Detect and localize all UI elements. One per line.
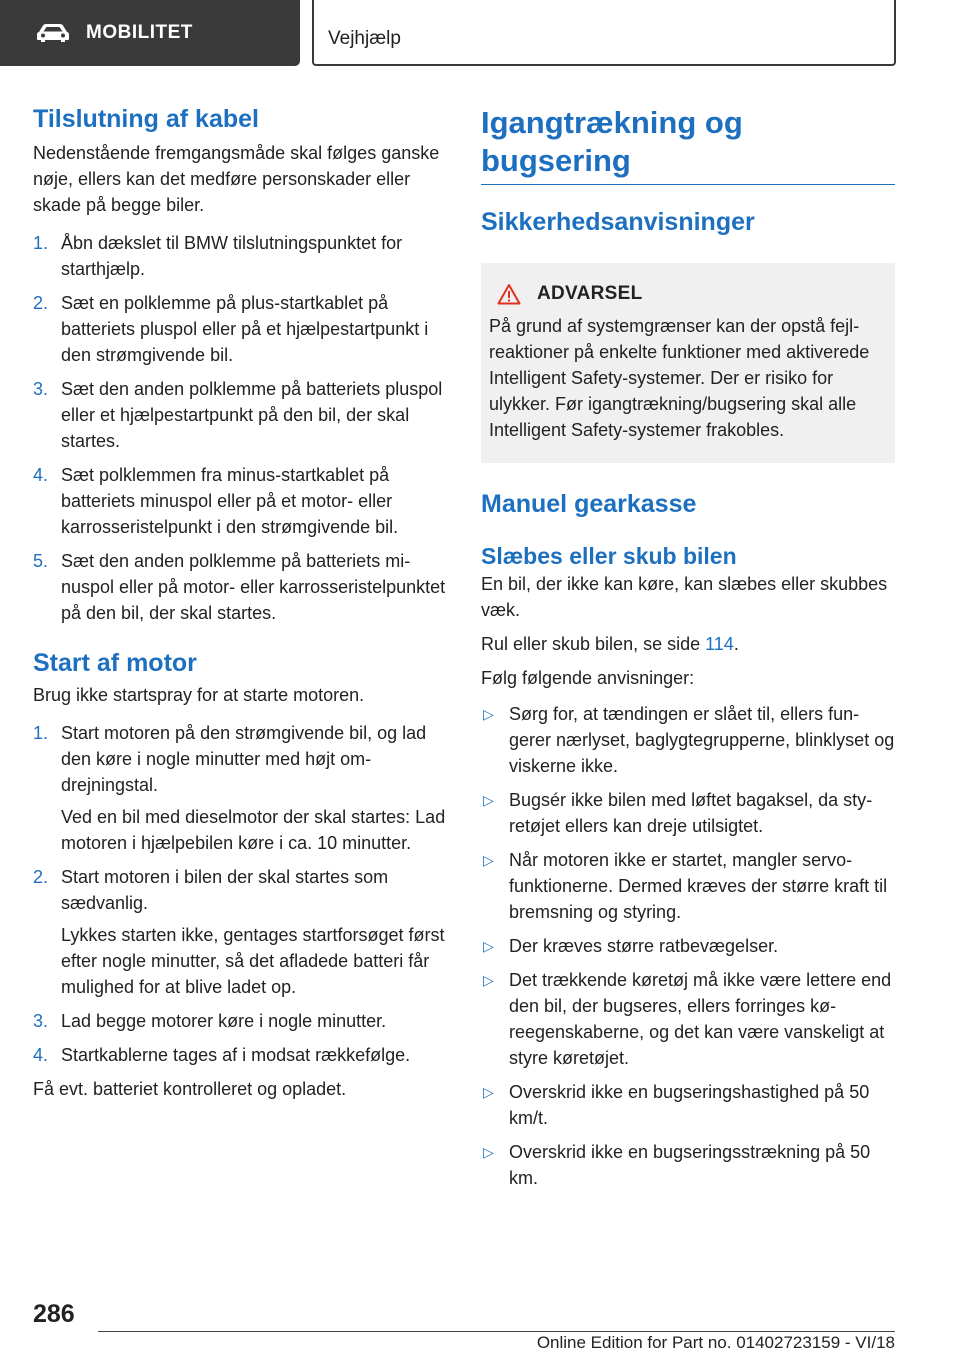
list-item: 4. Sæt polklemmen fra minus-startkablet på batteriets minuspol eller på et motor- eller karrosseristelpunkt i den strømgivende bil.: [33, 465, 399, 537]
cable-steps: [33, 230, 447, 626]
warning-triangle-icon: [497, 283, 521, 305]
paragraph-tow-2: Rul eller skub bilen, se side 114.: [481, 634, 739, 654]
paragraph-final: Få evt. batteriet kontrolleret og opladet.: [33, 1079, 347, 1099]
heading-tow: Slæbes eller skub bilen: [481, 543, 737, 569]
paragraph-cable: Nedenstående fremgangsmåde skal følges ganske nøje, ellers kan det medføre personskader eller skade på begge biler.: [33, 143, 440, 215]
list-item: 3. Sæt den anden polklemme på batteriets pluspol eller et hjælpestartpunkt på den bil, der skal startes.: [33, 379, 443, 451]
car-icon: [36, 23, 70, 43]
left-column: [33, 104, 447, 1102]
warning-box: [481, 263, 895, 463]
list-item: 3. Lad begge motorer køre i nogle minutter.: [33, 1011, 387, 1031]
right-column: [481, 104, 895, 1199]
heading-safety: Sikkerhedsanvisninger: [481, 208, 755, 236]
bullet-triangle-icon: ▷: [483, 706, 494, 722]
paragraph-motor: Brug ikke startspray for at starte motoren.: [33, 685, 365, 705]
bullet-triangle-icon: ▷: [483, 938, 494, 954]
section-label: MOBILITET: [86, 22, 193, 43]
bullet-triangle-icon: ▷: [483, 1144, 494, 1160]
list-item: ▷ Overskrid ikke en bugseringshastighed på 50 km/t.: [481, 1079, 895, 1131]
list-item: ▷ Overskrid ikke en bugseringsstrækning på 50 km.: [481, 1139, 895, 1191]
footer-divider: [98, 1331, 895, 1332]
chapter-title: Igangtrækning og bugsering: [481, 105, 743, 178]
list-item: ▷ Der kræves større ratbevægelser.: [481, 933, 895, 959]
paragraph-tow-1: En bil, der ikke kan køre, kan slæbes eller skubbes væk.: [481, 574, 888, 620]
list-item: ▷ Sørg for, at tændingen er slået til, ellers fungerer nærlyset, baglygtegrupperne, blinklyset og viskerne ikke.: [481, 701, 895, 779]
list-item: ▷ Det trækkende køretøj må ikke være lettere end den bil, der bugseres, ellers forringes køreegenskaberne, og det kan være vanskeligt at styre køretøjet.: [481, 967, 895, 1071]
paragraph-tow-3: Følg følgende anvisninger:: [481, 668, 695, 688]
section-tab: [0, 0, 300, 66]
list-item: 1. Start motoren på den strømgivende bil, og lad den køre i nogle minutter med højt omdrejningstal. Ved en bil med dieselmotor der skal startes: Lad motoren i hjælpebilen køre i ca. 10 minutter.: [33, 723, 446, 853]
heading-motor: Start af motor: [33, 649, 197, 677]
list-item: ▷ Når motoren ikke er startet, mangler servofunktionerne. Dermed kræves der større kraft til bremsning og styring.: [481, 847, 895, 925]
list-item: ▷ Bugsér ikke bilen med løftet bagaksel, da styretøjet ellers kan dreje utilsigtet.: [481, 787, 895, 839]
motor-steps: [33, 720, 447, 1068]
bullet-triangle-icon: ▷: [483, 1084, 494, 1100]
heading-cable: Tilslutning af kabel: [33, 105, 259, 133]
chapter-header: Vejhjælp: [312, 0, 896, 66]
bullet-triangle-icon: ▷: [483, 852, 494, 868]
chapter-title-block: [481, 104, 895, 185]
heading-manual: Manuel gearkasse: [481, 490, 697, 518]
bullet-triangle-icon: ▷: [483, 972, 494, 988]
list-item: 2. Sæt en polklemme på plus-startkablet på batteriets pluspol eller på et hjælpestartpunkt i den strømgivende bil.: [33, 293, 429, 365]
list-item: 5. Sæt den anden polklemme på batteriets minuspol eller på motor- eller karrosseristelpunktet på den bil, der skal startes.: [33, 551, 446, 623]
bullet-triangle-icon: ▷: [483, 792, 494, 808]
list-item: 2. Start motoren i bilen der skal startes som sædvanlig. Lykkes starten ikke, gentages startforsøget først efter nogle minutter, så det afladede batteri får mulighed for at blive ladet op.: [33, 867, 445, 997]
edition-note: Online Edition for Part no. 01402723159 - VI/18: [536, 1333, 895, 1352]
tow-bullets: [481, 701, 895, 1191]
list-item: 1. Åbn dækslet til BMW tilslutningspunktet for starthjælp.: [33, 233, 403, 279]
page-number: 286: [33, 1300, 75, 1328]
page-link[interactable]: 114: [705, 634, 734, 654]
list-item: 4. Startkablerne tages af i modsat rækkefølge.: [33, 1045, 411, 1065]
warning-label: ADVARSEL: [537, 283, 643, 304]
warning-text: På grund af systemgrænser kan der opstå fejlreaktioner på enkelte funktioner med aktiverede Intelligent Safety-systemer. Der er risiko for ulykker. Før igangtrækning/bugsering skal alle Intelligent Safety-systemer frakobles.: [489, 316, 870, 440]
